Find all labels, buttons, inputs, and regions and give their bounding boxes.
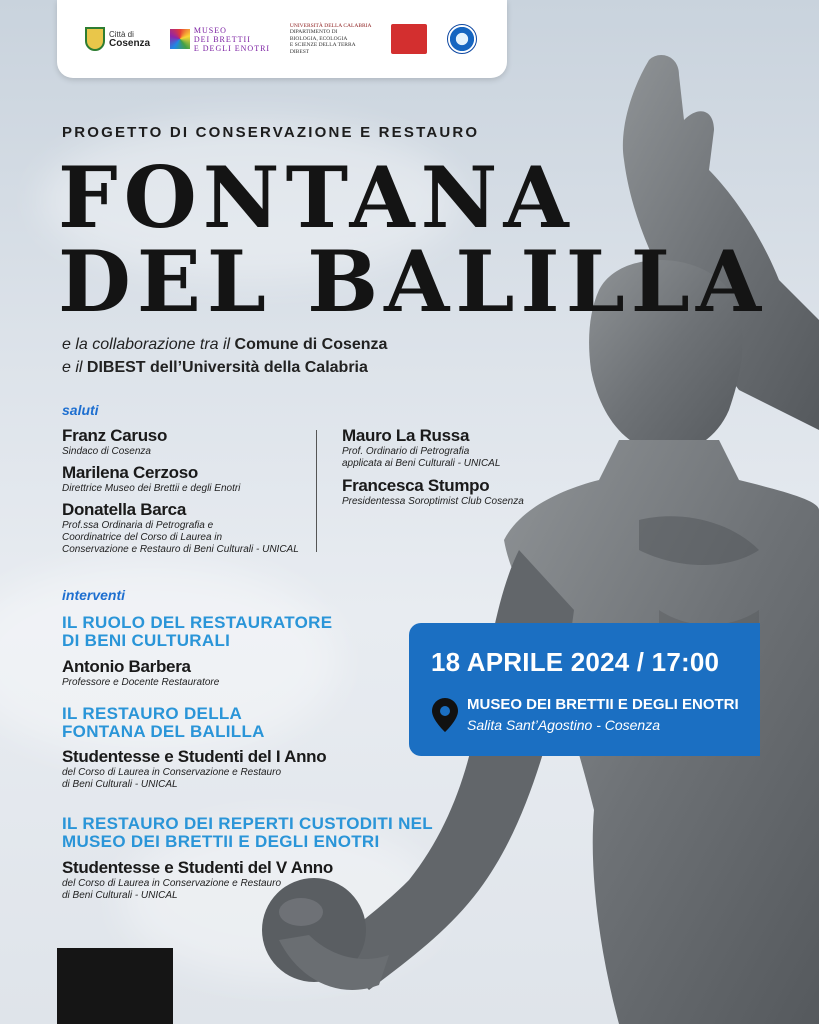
unical-logo-line3: BIOLOGIA, ECOLOGIA — [289, 35, 348, 42]
speaker-role: del Corso di Laurea in Conservazione e Restauro — [62, 767, 282, 778]
speaker-donatella-barca — [62, 500, 299, 556]
speaker-name: Studentesse e Studenti del V Anno — [62, 858, 333, 877]
unical-logo-line4: E SCIENZE DELLA TERRA — [289, 42, 356, 49]
event-address: Salita Sant’Agostino - Cosenza — [467, 717, 660, 733]
event-date-time: 18 APRILE 2024 / 17:00 — [431, 647, 720, 677]
museo-mark-icon — [170, 29, 190, 49]
saluti-label: saluti — [62, 402, 99, 418]
saluti-divider — [316, 430, 317, 552]
collab-line1-bold: Comune di Cosenza — [234, 336, 388, 353]
speaker-role: Prof. Ordinario di Petrografia — [342, 446, 470, 457]
collab-line2-bold: DIBEST dell’Università della Calabria — [86, 359, 368, 376]
footer-black-block — [57, 948, 173, 1024]
talk-2-speaker — [62, 747, 326, 791]
speaker-name: Mauro La Russa — [342, 426, 470, 445]
speaker-name: Studentesse e Studenti del I Anno — [62, 747, 327, 766]
logo-citta-di-cosenza — [85, 27, 150, 51]
speaker-role: del Corso di Laurea in Conservazione e Restauro — [62, 878, 282, 889]
speaker-role: applicata ai Beni Culturali - UNICAL — [342, 458, 501, 469]
title-line-2: DEL BALILLA — [58, 232, 768, 331]
museo-logo-line3: E DEGLI ENOTRI — [193, 43, 271, 53]
talk-1-title — [62, 614, 332, 650]
cosenza-crest-icon — [85, 27, 105, 51]
interventi-label: interventi — [62, 587, 126, 603]
speaker-role: Conservazione e Restauro di Beni Culturali - UNICAL — [62, 544, 299, 555]
event-date-box — [409, 623, 760, 756]
collab-line2-prefix: e il — [62, 359, 87, 376]
speaker-name: Marilena Cerzoso — [62, 463, 198, 482]
unical-logo-line5: DIBEST — [289, 48, 310, 55]
event-venue: MUSEO DEI BRETTII E DEGLI ENOTRI — [467, 696, 739, 713]
speaker-franz-caruso — [62, 426, 167, 458]
unical-logo-line1: UNIVERSITÀ DELLA CALABRIA — [289, 22, 372, 29]
collaboration-text — [62, 333, 387, 379]
speaker-role: Prof.ssa Ordinaria di Petrografia e — [62, 520, 214, 531]
speaker-role: Presidentessa Soroptimist Club Cosenza — [342, 496, 524, 507]
talk-title-line: IL RUOLO DEL RESTAURATORE — [62, 613, 333, 632]
speaker-role: Professore e Docente Restauratore — [62, 677, 220, 688]
speaker-role: Direttrice Museo dei Brettii e degli Enotri — [62, 483, 241, 494]
speaker-name: Donatella Barca — [62, 500, 186, 519]
talk-3-speaker — [62, 858, 333, 902]
speaker-name: Francesca Stumpo — [342, 476, 490, 495]
logo-bar — [57, 0, 507, 78]
speaker-role: Sindaco di Cosenza — [62, 446, 151, 457]
talk-title-line: IL RESTAURO DELLA — [62, 704, 243, 723]
speaker-name: Antonio Barbera — [62, 657, 191, 676]
logo-unical-dibest — [290, 23, 372, 56]
talk-3-title — [62, 815, 433, 851]
collab-line1-prefix: e la collaborazione tra il — [62, 336, 235, 353]
museo-logo-line1: MUSEO — [193, 25, 227, 35]
soroptimist-seal-logo — [447, 24, 477, 54]
speaker-francesca-stumpo — [342, 476, 524, 508]
unical-logo-line2: DIPARTIMENTO DI — [289, 29, 338, 36]
cosenza-logo-line2: Cosenza — [109, 38, 151, 49]
location-pin-icon — [431, 697, 459, 733]
speaker-role: di Beni Culturali - UNICAL — [62, 890, 178, 901]
logo-museo-brettii — [170, 26, 270, 53]
talk-2-title — [62, 705, 265, 741]
speaker-name: Franz Caruso — [62, 426, 168, 445]
title-line-1: FONTANA — [58, 148, 575, 247]
speaker-role: di Beni Culturali - UNICAL — [62, 779, 178, 790]
talk-title-line: MUSEO DEI BRETTII E DEGLI ENOTRI — [62, 832, 380, 851]
talk-title-line: DI BENI CULTURALI — [62, 631, 231, 650]
speaker-mauro-la-russa — [342, 426, 500, 470]
project-kicker: PROGETTO DI CONSERVAZIONE E RESTAURO — [62, 124, 480, 141]
cosenza-logo-line1: Città di — [109, 30, 134, 39]
red-partner-logo — [391, 24, 427, 54]
speaker-marilena-cerzoso — [62, 463, 240, 495]
talk-title-line: IL RESTAURO DEI REPERTI CUSTODITI NEL — [62, 814, 433, 833]
speaker-role: Coordinatrice del Corso di Laurea in — [62, 532, 223, 543]
talk-1-speaker — [62, 657, 219, 689]
museo-logo-line2: DEI BRETTII — [193, 34, 251, 44]
talk-title-line: FONTANA DEL BALILLA — [62, 722, 265, 741]
